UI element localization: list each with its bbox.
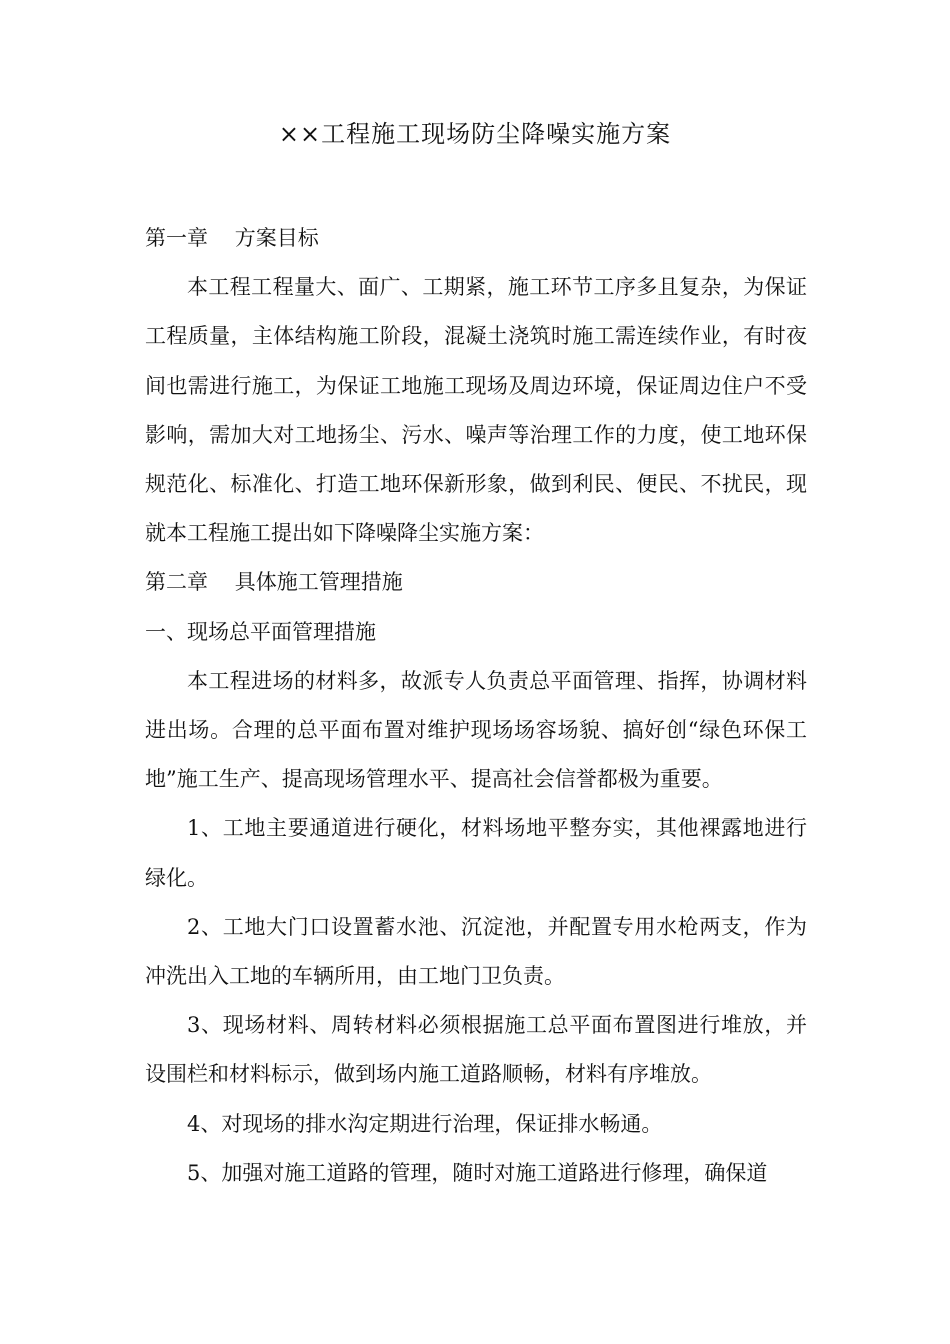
chapter-2-heading: 第二章 具体施工管理措施 [145,570,403,595]
chapter-1-heading: 第一章 方案目标 [145,226,319,250]
list-item-3: 3、现场材料、周转材料必须根据施工总平面布置图进行堆放，并设围栏和材料标示，做到场内施工道路顺畅，材料有序堆放。 [145,1013,807,1087]
document-title: ××工程施工现场防尘降噪实施方案 [278,120,672,148]
list-item-2: 2、工地大门口设置蓄水池、沉淀池，并配置专用水枪两支，作为冲洗出入工地的车辆所用，由工地门卫负责。 [145,914,807,989]
chapter-1-paragraph: 本工程工程量大、面广、工期紧，施工环节工序多且复杂，为保证工程质量，主体结构施工阶段，混凝土浇筑时施工需连续作业，有时夜间也需进行施工，为保证工地施工现场及周边环境，保证周边住户不受影响，需加大对工地扬尘、污水、噪声等治理工作的力度，使工地环保规范化、标准化、打造工地环保新形象，做到利民、便民、不扰民，现就本工程施工提出如下降噪降尘实施方案： [145,275,807,546]
list-item-4: 4、对现场的排水沟定期进行治理，保证排水畅通。 [187,1111,663,1136]
list-item-1: 1、工地主要通道进行硬化，材料场地平整夯实，其他裸露地进行绿化。 [145,816,807,890]
list-item-5: 5、加强对施工道路的管理，随时对施工道路进行修理，确保道 [187,1160,768,1185]
section-1-paragraph: 本工程进场的材料多，故派专人负责总平面管理、指挥，协调材料进出场。合理的总平面布置对维护现场场容场貌、搞好创“绿色环保工地”施工生产、提高现场管理水平、提高社会信誉都极为重要。 [145,668,807,792]
section-1-heading: 一、现场总平面管理措施 [145,619,376,644]
document-body [145,214,807,1198]
